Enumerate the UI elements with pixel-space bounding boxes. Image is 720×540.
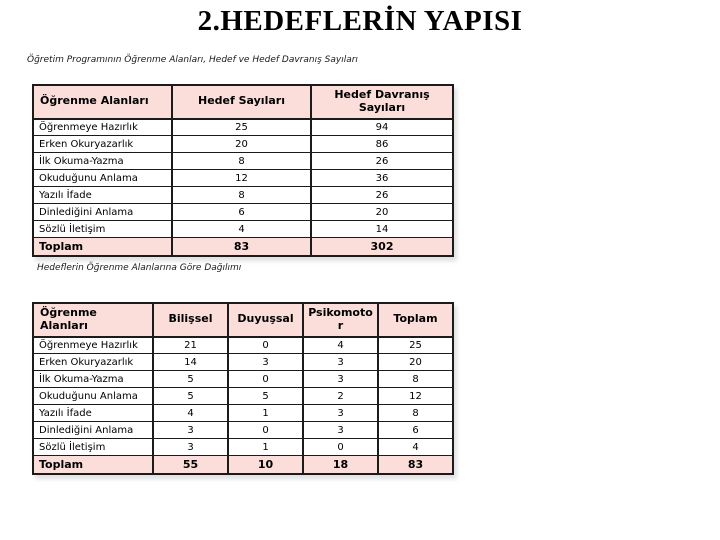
value-cell: 4 [172, 221, 311, 238]
value-cell: 21 [153, 337, 228, 354]
row-label: Öğrenmeye Hazırlık [33, 337, 153, 354]
table1-caption: Öğretim Programının Öğrenme Alanları, Hedef ve Hedef Davranış Sayıları [27, 55, 358, 65]
value-cell: 6 [378, 422, 453, 439]
value-cell: 5 [228, 388, 303, 405]
row-label: Toplam [33, 456, 153, 474]
value-cell: 302 [311, 238, 453, 256]
row-label: İlk Okuma-Yazma [33, 153, 172, 170]
value-cell: 0 [228, 337, 303, 354]
value-cell: 20 [172, 136, 311, 153]
value-cell: 83 [172, 238, 311, 256]
value-cell: 5 [153, 371, 228, 388]
column-header: Öğrenme Alanları [33, 85, 172, 119]
table-row [33, 119, 453, 136]
table-row [33, 337, 453, 354]
table-row [33, 405, 453, 422]
value-cell: 4 [378, 439, 453, 456]
row-label: Dinlediğini Anlama [33, 422, 153, 439]
row-label: Okuduğunu Anlama [33, 388, 153, 405]
value-cell: 18 [303, 456, 378, 474]
value-cell: 26 [311, 187, 453, 204]
value-cell: 3 [153, 422, 228, 439]
value-cell: 3 [153, 439, 228, 456]
row-label: Okuduğunu Anlama [33, 170, 172, 187]
value-cell: 14 [311, 221, 453, 238]
slide-title: 2.HEDEFLERİN YAPISI [197, 5, 523, 37]
row-label: Yazılı İfade [33, 187, 172, 204]
column-header: Bilişsel [153, 303, 228, 337]
total-row [33, 456, 453, 474]
column-header: Toplam [378, 303, 453, 337]
table-row [33, 221, 453, 238]
table-row [33, 170, 453, 187]
row-label: Sözlü İletişim [33, 439, 153, 456]
row-label: Sözlü İletişim [33, 221, 172, 238]
value-cell: 8 [378, 371, 453, 388]
value-cell: 12 [378, 388, 453, 405]
row-label: Öğrenmeye Hazırlık [33, 119, 172, 136]
value-cell: 1 [228, 405, 303, 422]
value-cell: 8 [172, 187, 311, 204]
value-cell: 25 [378, 337, 453, 354]
table-row [33, 153, 453, 170]
table-hedef-dagilimi [32, 302, 454, 475]
value-cell: 4 [153, 405, 228, 422]
value-cell: 20 [378, 354, 453, 371]
value-cell: 0 [228, 371, 303, 388]
value-cell: 26 [311, 153, 453, 170]
table-row [33, 187, 453, 204]
value-cell: 3 [228, 354, 303, 371]
column-header: Duyuşsal [228, 303, 303, 337]
value-cell: 3 [303, 405, 378, 422]
value-cell: 6 [172, 204, 311, 221]
value-cell: 3 [303, 371, 378, 388]
total-row [33, 238, 453, 256]
value-cell: 83 [378, 456, 453, 474]
value-cell: 3 [303, 354, 378, 371]
value-cell: 94 [311, 119, 453, 136]
value-cell: 2 [303, 388, 378, 405]
value-cell: 55 [153, 456, 228, 474]
row-label: İlk Okuma-Yazma [33, 371, 153, 388]
value-cell: 8 [378, 405, 453, 422]
row-label: Yazılı İfade [33, 405, 153, 422]
value-cell: 5 [153, 388, 228, 405]
row-label: Toplam [33, 238, 172, 256]
column-header: Hedef Sayıları [172, 85, 311, 119]
table-row [33, 354, 453, 371]
table-hedef-ve-davranis-sayilari [32, 84, 454, 257]
header-row [33, 85, 453, 119]
table-row [33, 422, 453, 439]
row-label: Dinlediğini Anlama [33, 204, 172, 221]
table-row [33, 371, 453, 388]
value-cell: 25 [172, 119, 311, 136]
value-cell: 36 [311, 170, 453, 187]
value-cell: 3 [303, 422, 378, 439]
row-label: Erken Okuryazarlık [33, 136, 172, 153]
header-row [33, 303, 453, 337]
value-cell: 14 [153, 354, 228, 371]
column-header: Öğrenme Alanları [33, 303, 153, 337]
row-label: Erken Okuryazarlık [33, 354, 153, 371]
value-cell: 1 [228, 439, 303, 456]
table-row [33, 204, 453, 221]
value-cell: 20 [311, 204, 453, 221]
value-cell: 0 [303, 439, 378, 456]
value-cell: 86 [311, 136, 453, 153]
table2-caption: Hedeflerin Öğrenme Alanlarına Göre Dağılımı [37, 263, 242, 273]
value-cell: 4 [303, 337, 378, 354]
column-header: Psikomotor [303, 303, 378, 337]
table-row [33, 388, 453, 405]
value-cell: 8 [172, 153, 311, 170]
table-row [33, 136, 453, 153]
column-header: Hedef Davranış Sayıları [311, 85, 453, 119]
value-cell: 12 [172, 170, 311, 187]
table-row [33, 439, 453, 456]
value-cell: 10 [228, 456, 303, 474]
value-cell: 0 [228, 422, 303, 439]
